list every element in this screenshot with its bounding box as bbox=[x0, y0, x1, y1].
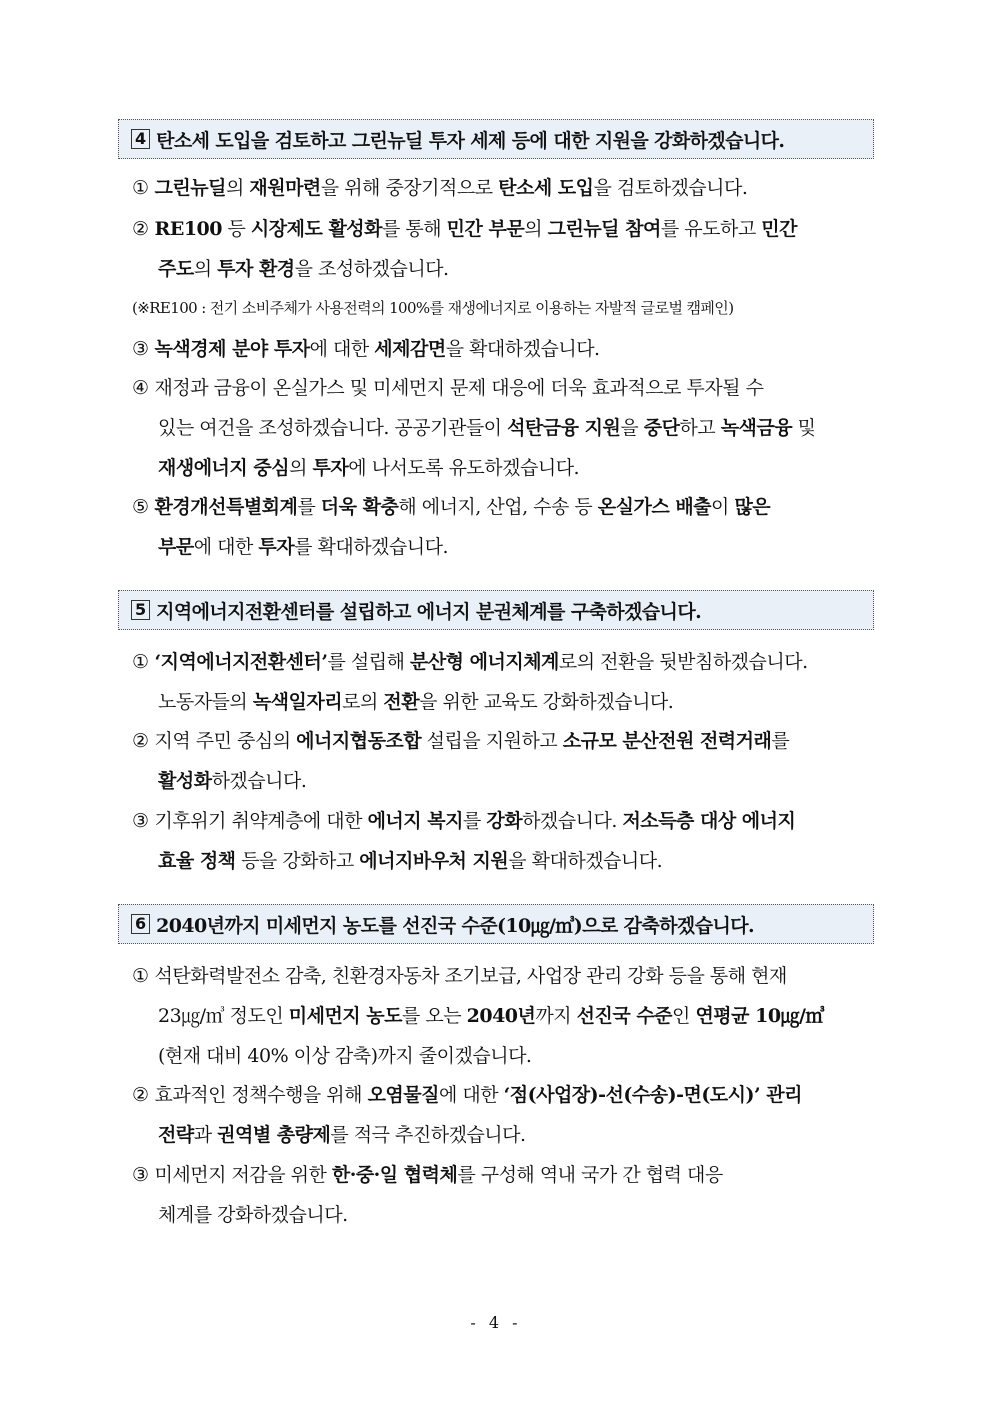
s6-item-1-continuation-1 bbox=[158, 1001, 824, 1028]
s6-item-3-part: 를 구성해 역내 국가 간 협력 대응 bbox=[457, 1164, 723, 1186]
s5-item-3-part: 하겠습니다. bbox=[522, 810, 623, 832]
s5-item-2-continuation bbox=[158, 766, 306, 793]
s6-item-3-part: 미세먼지 저감을 위한 bbox=[154, 1164, 332, 1186]
s4-item-5-marker: ⑤ bbox=[132, 496, 149, 518]
s4-item-1-part: 을 검토하겠습니다. bbox=[593, 177, 748, 199]
s4-item-4-cont-part: 을 bbox=[620, 417, 644, 439]
section-5-title: 지역에너지전환센터를 설립하고 에너지 분권체계를 구축하겠습니다. bbox=[156, 600, 702, 623]
s4-item-4-continuation-2 bbox=[158, 453, 579, 480]
s4-item-5-continuation bbox=[158, 532, 448, 559]
s6-item-1-cont-part: 2040년 bbox=[466, 1005, 536, 1027]
s6-item-1-cont-part: 연평균 10㎍/㎥ bbox=[695, 1005, 824, 1027]
s4-item-1-part: 을 위해 중장기적으로 bbox=[320, 177, 499, 199]
s4-item-5-part: 환경개선특별회계 bbox=[154, 496, 298, 518]
s4-item-4-cont-part: 하고 bbox=[679, 417, 721, 439]
s6-item-2-part: 에 대한 bbox=[438, 1084, 504, 1106]
s6-item-2-marker: ② bbox=[132, 1084, 149, 1106]
s4-item-4-cont-part: 재생에너지 중심 bbox=[158, 457, 290, 479]
s5-item-3-part: 에너지 복지 bbox=[367, 810, 463, 832]
s4-item-2-marker: ② bbox=[132, 218, 149, 240]
s5-item-1-part: 로의 전환을 뒷받침하겠습니다. bbox=[558, 651, 808, 673]
s4-item-4-continuation-1 bbox=[158, 413, 816, 440]
s4-item-4 bbox=[132, 373, 763, 400]
section-6-number: 6 bbox=[131, 914, 150, 934]
s4-item-4-marker: ④ bbox=[132, 377, 149, 399]
s4-item-5-part: 를 bbox=[297, 496, 321, 518]
s4-item-1 bbox=[132, 173, 747, 200]
s5-item-1-cont-part: 노동자들의 bbox=[158, 691, 253, 713]
section-4-heading bbox=[118, 119, 874, 159]
s5-item-1-part: 분산형 에너지체계 bbox=[409, 651, 559, 673]
s4-item-5-part: 해 에너지, 산업, 수송 등 bbox=[398, 496, 598, 518]
s4-item-2-part: 민간 bbox=[761, 218, 797, 240]
s5-item-1-marker: ① bbox=[132, 651, 149, 673]
s4-item-4-cont-part: 석탄금융 지원 bbox=[507, 417, 621, 439]
s4-item-4-cont-part: 녹색금융 bbox=[720, 417, 793, 439]
s4-item-5-part: 많은 bbox=[734, 496, 771, 518]
s6-item-1-cont-part: 까지 bbox=[535, 1005, 577, 1027]
page-number: - 4 - bbox=[470, 1313, 522, 1332]
s4-item-5-part: 이 bbox=[711, 496, 735, 518]
s5-item-2-cont-part: 하겠습니다. bbox=[211, 770, 307, 792]
s4-item-4-cont-part: 있는 여건을 조성하겠습니다. 공공기관들이 bbox=[158, 417, 508, 439]
s4-item-2-cont-part: 투자 환경 bbox=[217, 258, 295, 280]
s6-item-3-part: 한·중·일 협력체 bbox=[331, 1164, 458, 1186]
s5-item-2 bbox=[132, 726, 789, 753]
s6-item-2 bbox=[132, 1080, 802, 1107]
s5-item-1-continuation bbox=[158, 687, 673, 714]
section-5-heading bbox=[118, 590, 874, 630]
s4-item-5-cont-part: 부문 bbox=[158, 536, 194, 558]
s6-item-2-part: ‘점(사업장)-선(수송)-면(도시)’ 관리 bbox=[503, 1084, 802, 1106]
s4-item-3-marker: ③ bbox=[132, 338, 149, 360]
s6-item-1-cont-part: (현재 대비 40% 이상 감축)까지 줄이겠습니다. bbox=[158, 1045, 532, 1067]
s6-item-1-part: 석탄화력발전소 감축, 친환경자동차 조기보급, 사업장 관리 강화 등을 통해 현재 bbox=[154, 965, 787, 987]
s5-item-3 bbox=[132, 806, 795, 833]
s5-item-3-cont-part: 에너지바우처 지원 bbox=[359, 850, 509, 872]
s5-item-3-cont-part: 효율 정책 bbox=[158, 850, 236, 872]
section-6-heading bbox=[118, 904, 874, 944]
s5-item-3-continuation bbox=[158, 846, 662, 873]
s4-item-2-part: 의 bbox=[524, 218, 548, 240]
s4-item-5-cont-part: 에 대한 bbox=[193, 536, 259, 558]
section-5-number: 5 bbox=[131, 600, 150, 620]
re100-note: (※RE100 : 전기 소비주체가 사용전력의 100%를 재생에너지로 이용하는 자발적 글로벌 캠페인) bbox=[132, 299, 734, 317]
s4-item-2-cont-part: 주도 bbox=[158, 258, 194, 280]
s4-item-2-part: 등 bbox=[221, 218, 251, 240]
s5-item-1-part: 를 설립해 bbox=[327, 651, 410, 673]
s6-item-1-cont-part: 미세먼지 농도 bbox=[288, 1005, 402, 1027]
s6-item-1-cont-part: 인 bbox=[672, 1005, 696, 1027]
s5-item-2-part: 에너지협동조합 bbox=[296, 730, 422, 752]
s5-item-1-part: ‘지역에너지전환센터’ bbox=[154, 651, 328, 673]
s4-item-4-part: 재정과 금융이 온실가스 및 미세먼지 문제 대응에 더욱 효과적으로 투자될 수 bbox=[154, 377, 764, 399]
s5-item-1-cont-part: 전환 bbox=[383, 691, 420, 713]
s4-item-4-cont-part: 투자 bbox=[312, 457, 349, 479]
s5-item-2-cont-part: 활성화 bbox=[158, 770, 212, 792]
s4-item-1-part: 그린뉴딜 bbox=[154, 177, 226, 199]
s4-item-3-part: 세제감면 bbox=[374, 338, 446, 360]
s6-item-1-cont-part: 선진국 수준 bbox=[576, 1005, 673, 1027]
s6-item-3-marker: ③ bbox=[132, 1164, 149, 1186]
s5-item-2-marker: ② bbox=[132, 730, 149, 752]
s4-item-2-part: 그린뉴딜 참여 bbox=[547, 218, 661, 240]
s5-item-3-part: 를 bbox=[462, 810, 487, 832]
s5-item-1 bbox=[132, 647, 808, 674]
s4-item-3-part: 을 확대하겠습니다. bbox=[445, 338, 600, 360]
s4-item-5-part: 온실가스 배출 bbox=[597, 496, 712, 518]
s4-item-2-cont-part: 을 조성하겠습니다. bbox=[294, 258, 449, 280]
s5-item-3-part: 기후위기 취약계층에 대한 bbox=[154, 810, 368, 832]
s5-item-1-cont-part: 을 위한 교육도 강화하겠습니다. bbox=[419, 691, 674, 713]
s6-item-2-continuation bbox=[158, 1120, 526, 1147]
s5-item-1-cont-part: 녹색일자리 bbox=[252, 691, 343, 713]
s6-item-2-cont-part: 를 적극 추진하겠습니다. bbox=[330, 1124, 526, 1146]
s4-item-4-cont-part: 및 bbox=[792, 417, 816, 439]
s6-item-2-cont-part: 권역별 총량제 bbox=[217, 1124, 331, 1146]
s5-item-3-cont-part: 등을 강화하고 bbox=[235, 850, 360, 872]
s4-item-1-part: 탄소세 도입 bbox=[498, 177, 594, 199]
s4-item-2-part: RE100 bbox=[154, 218, 222, 240]
s5-item-3-marker: ③ bbox=[132, 810, 149, 832]
s6-item-3 bbox=[132, 1160, 723, 1187]
s4-item-4-cont-part: 에 나서도록 유도하겠습니다. bbox=[348, 457, 580, 479]
s6-item-1-continuation-2 bbox=[158, 1041, 531, 1068]
s6-item-2-part: 효과적인 정책수행을 위해 bbox=[154, 1084, 368, 1106]
s5-item-2-part: 소규모 분산전원 전력거래 bbox=[562, 730, 772, 752]
s6-item-3-continuation bbox=[158, 1200, 348, 1227]
s4-item-2-part: 민간 부문 bbox=[446, 218, 525, 240]
s6-item-2-cont-part: 전략 bbox=[158, 1124, 194, 1146]
s5-item-3-cont-part: 을 확대하겠습니다. bbox=[508, 850, 663, 872]
s4-item-5-cont-part: 를 확대하겠습니다. bbox=[294, 536, 449, 558]
s4-item-3 bbox=[132, 334, 600, 361]
s4-item-1-part: 의 bbox=[225, 177, 250, 199]
s6-item-1 bbox=[132, 961, 787, 988]
s5-item-2-part: 지역 주민 중심의 bbox=[154, 730, 297, 752]
s5-item-2-part: 를 bbox=[771, 730, 790, 752]
s4-item-1-part: 재원마련 bbox=[249, 177, 321, 199]
s4-item-2 bbox=[132, 214, 797, 241]
s6-item-1-cont-part: 를 오는 bbox=[401, 1005, 467, 1027]
s5-item-3-part: 강화 bbox=[486, 810, 523, 832]
s4-item-5 bbox=[132, 492, 770, 519]
s4-item-4-cont-part: 의 bbox=[289, 457, 313, 479]
section-4-number: 4 bbox=[131, 129, 150, 149]
s4-item-2-part: 를 유도하고 bbox=[660, 218, 762, 240]
s4-item-2-part: 시장제도 활성화 bbox=[250, 218, 383, 240]
s4-item-2-part: 를 통해 bbox=[382, 218, 447, 240]
s4-item-3-part: 녹색경제 분야 투자 bbox=[154, 338, 310, 360]
s4-item-4-cont-part: 중단 bbox=[643, 417, 680, 439]
s4-item-3-part: 에 대한 bbox=[309, 338, 375, 360]
s4-item-1-marker: ① bbox=[132, 177, 149, 199]
s6-item-2-part: 오염물질 bbox=[367, 1084, 439, 1106]
section-6-title: 2040년까지 미세먼지 농도를 선진국 수준(10㎍/㎥)으로 감축하겠습니다. bbox=[156, 914, 754, 937]
s5-item-1-cont-part: 로의 bbox=[342, 691, 384, 713]
s5-item-3-part: 저소득층 대상 에너지 bbox=[622, 810, 796, 832]
section-4-title: 탄소세 도입을 검토하고 그린뉴딜 투자 세제 등에 대한 지원을 강화하겠습니다. bbox=[156, 129, 785, 152]
s6-item-1-cont-part: 23㎍/㎥ 정도인 bbox=[158, 1005, 289, 1027]
s4-item-2-continuation bbox=[158, 254, 449, 281]
s6-item-3-cont-part: 체계를 강화하겠습니다. bbox=[158, 1204, 348, 1226]
s6-item-1-marker: ① bbox=[132, 965, 149, 987]
s4-item-5-cont-part: 투자 bbox=[258, 536, 295, 558]
s6-item-2-cont-part: 과 bbox=[193, 1124, 218, 1146]
s5-item-2-part: 설립을 지원하고 bbox=[421, 730, 563, 752]
s4-item-2-cont-part: 의 bbox=[193, 258, 218, 280]
s4-item-5-part: 더욱 확충 bbox=[320, 496, 399, 518]
